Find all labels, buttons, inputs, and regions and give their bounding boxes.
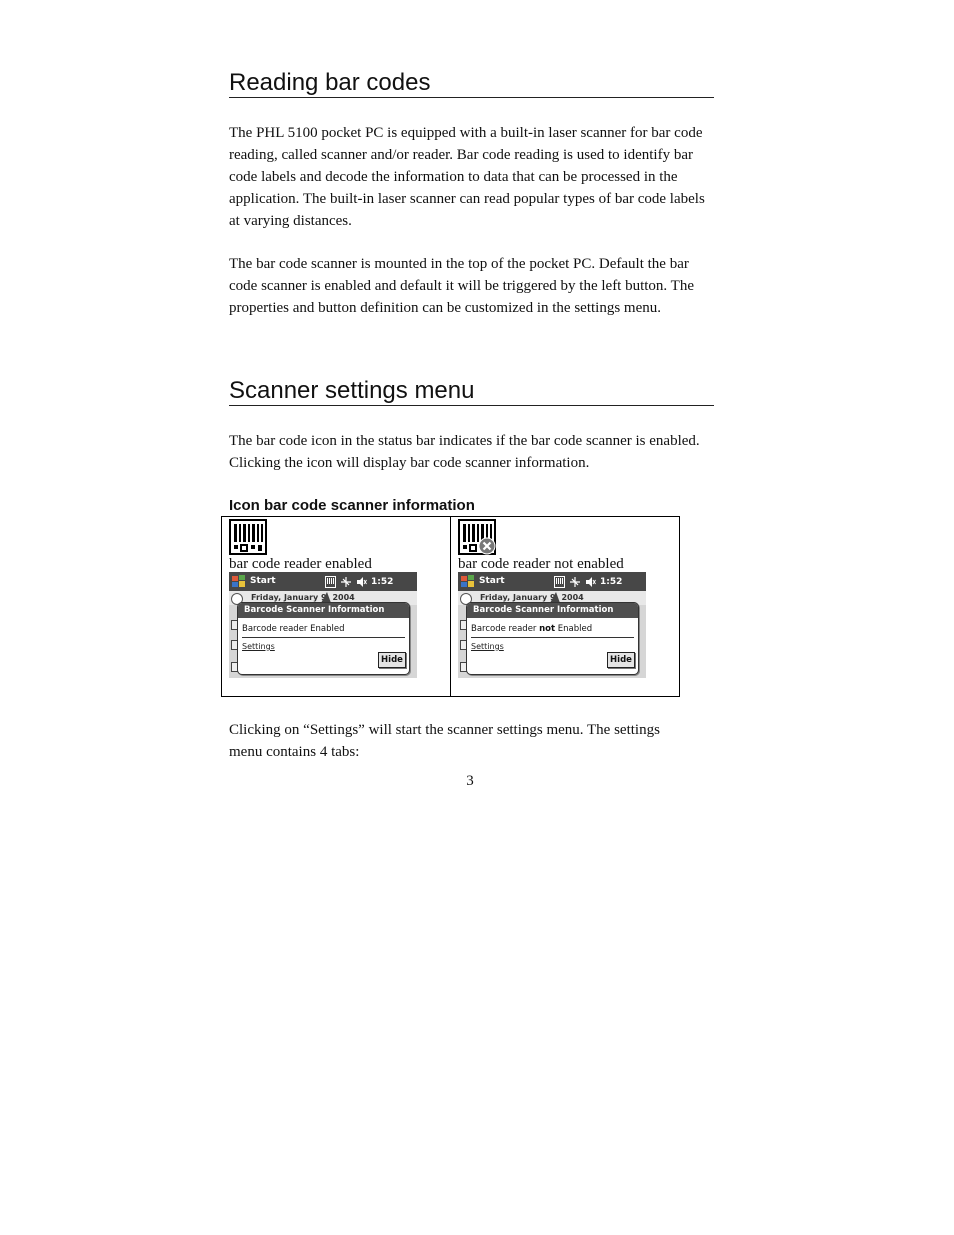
label-reader-not-enabled: bar code reader not enabled bbox=[458, 556, 624, 572]
system-tray bbox=[325, 575, 393, 588]
speaker-muted-icon[interactable] bbox=[585, 576, 596, 588]
speaker-muted-icon[interactable] bbox=[356, 576, 367, 588]
barcode-enabled-icon bbox=[229, 519, 267, 555]
table-cell-enabled bbox=[222, 517, 450, 696]
barcode-status-icon[interactable] bbox=[554, 576, 565, 588]
windows-logo-icon[interactable] bbox=[460, 574, 475, 589]
popup-title-bar: Barcode Scanner Information bbox=[467, 603, 638, 618]
clock-time[interactable]: 1:52 bbox=[371, 576, 394, 587]
taskbar bbox=[229, 572, 417, 591]
pocket-pc-screen-enabled bbox=[229, 572, 417, 678]
taskbar bbox=[458, 572, 646, 591]
today-date: Friday, January 9, 2004 bbox=[251, 593, 355, 602]
settings-link[interactable]: Settings bbox=[471, 642, 504, 651]
settings-link[interactable]: Settings bbox=[242, 642, 275, 651]
windows-logo-icon[interactable] bbox=[231, 574, 246, 589]
paragraph-scanner-intro: The PHL 5100 pocket PC is equipped with a built-in laser scanner for bar code reading, called scanner and/or reader. Bar code reading is used to identify bar code labels and decode the information to data that can be processed in the application. The built-in laser scanner can read popular types of bar code labels at varying distances. bbox=[229, 125, 705, 229]
paragraph-settings-tabs: Clicking on “Settings” will start the scanner settings menu. The settings menu contains 4 tabs: bbox=[229, 722, 660, 760]
system-tray bbox=[554, 575, 622, 588]
section-title-scanner-settings-menu: Scanner settings menu bbox=[229, 377, 714, 406]
paragraph-status-icon: The bar code icon in the status bar indicates if the bar code scanner is enabled. Clicking the icon will display bar code scanner information. bbox=[229, 433, 700, 471]
popup-title-bar: Barcode Scanner Information bbox=[238, 603, 409, 618]
section-title-reading-bar-codes: Reading bar codes bbox=[229, 69, 714, 98]
popup-divider bbox=[471, 637, 634, 638]
subheading-icon-info: Icon bar code scanner information bbox=[229, 497, 475, 514]
barcode-info-popup bbox=[237, 602, 410, 675]
barcode-info-popup bbox=[466, 602, 639, 675]
barcode-disabled-icon bbox=[458, 519, 496, 555]
connectivity-icon[interactable] bbox=[340, 576, 352, 588]
pocket-pc-screen-disabled bbox=[458, 572, 646, 678]
start-menu-label[interactable]: Start bbox=[479, 576, 505, 586]
popup-divider bbox=[242, 637, 405, 638]
table-cell-disabled bbox=[451, 517, 679, 696]
start-menu-label[interactable]: Start bbox=[250, 576, 276, 586]
today-date: Friday, January 9, 2004 bbox=[480, 593, 584, 602]
clock-time[interactable]: 1:52 bbox=[600, 576, 623, 587]
reader-status-text: Barcode reader not Enabled bbox=[471, 624, 593, 634]
icon-info-table bbox=[221, 516, 680, 697]
hide-button[interactable]: Hide bbox=[607, 652, 635, 668]
page-number: 3 bbox=[466, 773, 474, 789]
reader-status-text: Barcode reader Enabled bbox=[242, 624, 345, 634]
label-reader-enabled: bar code reader enabled bbox=[229, 556, 372, 572]
connectivity-icon[interactable] bbox=[569, 576, 581, 588]
hide-button[interactable]: Hide bbox=[378, 652, 406, 668]
barcode-status-icon[interactable] bbox=[325, 576, 336, 588]
paragraph-scanner-mounting: The bar code scanner is mounted in the top of the pocket PC. Default the bar code scanner is enabled and default it will be triggered by the left button. The properties and button definition can be customized in the settings menu. bbox=[229, 256, 694, 316]
